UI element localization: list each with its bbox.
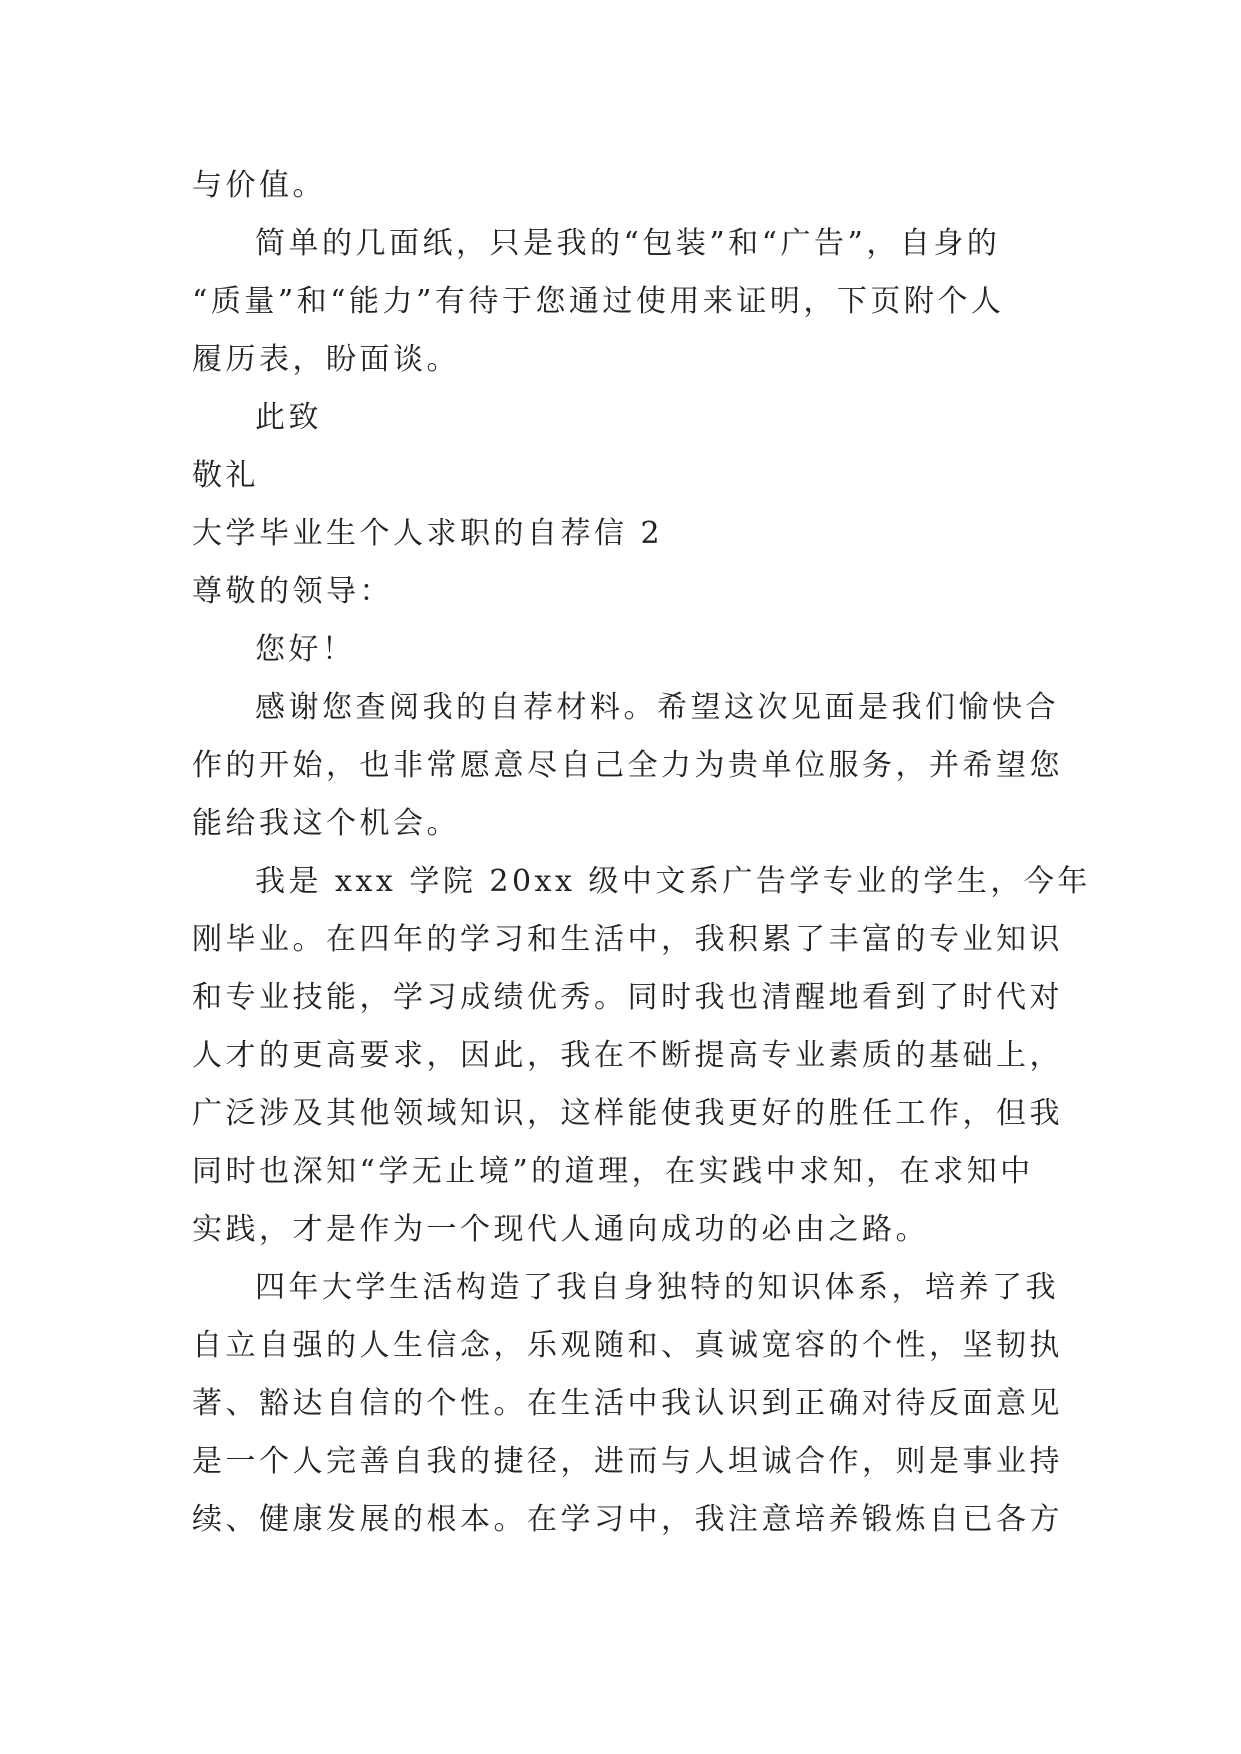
text-line: 与价值。 xyxy=(192,168,326,203)
salutation: 尊敬的领导： xyxy=(192,574,393,609)
text-line: 履历表，盼面谈。 xyxy=(192,342,460,377)
section-title: 大学毕业生个人求职的自荐信 2 xyxy=(192,516,664,551)
text-line: 简单的几面纸，只是我的“包装”和“广告”，自身的 xyxy=(255,226,1001,261)
text-line: 能给我这个机会。 xyxy=(192,806,460,841)
text-line: 自立自强的人生信念，乐观随和、真诚宽容的个性，坚韧执 xyxy=(192,1328,1063,1363)
text-line: 我是 xxx 学院 20xx 级中文系广告学专业的学生，今年 xyxy=(255,864,1091,899)
text-line: 同时也深知“学无止境”的道理，在实践中求知，在求知中 xyxy=(192,1154,1034,1189)
closing-phrase: 此致 xyxy=(255,400,322,435)
text-line: 和专业技能，学习成绩优秀。同时我也清醒地看到了时代对 xyxy=(192,980,1063,1015)
text-line: “质量”和“能力”有待于您通过使用来证明，下页附个人 xyxy=(192,284,1005,319)
text-line: 著、豁达自信的个性。在生活中我认识到正确对待反面意见 xyxy=(192,1386,1063,1421)
text-line: 是一个人完善自我的捷径，进而与人坦诚合作，则是事业持 xyxy=(192,1444,1063,1479)
closing-salute: 敬礼 xyxy=(192,458,259,493)
greeting: 您好！ xyxy=(255,632,356,667)
text-line: 广泛涉及其他领域知识，这样能使我更好的胜任工作，但我 xyxy=(192,1096,1063,1131)
text-line: 人才的更高要求，因此，我在不断提高专业素质的基础上， xyxy=(192,1038,1063,1073)
text-line: 实践，才是作为一个现代人通向成功的必由之路。 xyxy=(192,1212,929,1247)
text-line: 作的开始，也非常愿意尽自己全力为贵单位服务，并希望您 xyxy=(192,748,1063,783)
text-line: 刚毕业。在四年的学习和生活中，我积累了丰富的专业知识 xyxy=(192,922,1063,957)
text-line: 续、健康发展的根本。在学习中，我注意培养锻炼自已各方 xyxy=(192,1502,1063,1537)
text-line: 四年大学生活构造了我自身独特的知识体系，培养了我 xyxy=(255,1270,1059,1305)
text-line: 感谢您查阅我的自荐材料。希望这次见面是我们愉快合 xyxy=(255,690,1059,725)
